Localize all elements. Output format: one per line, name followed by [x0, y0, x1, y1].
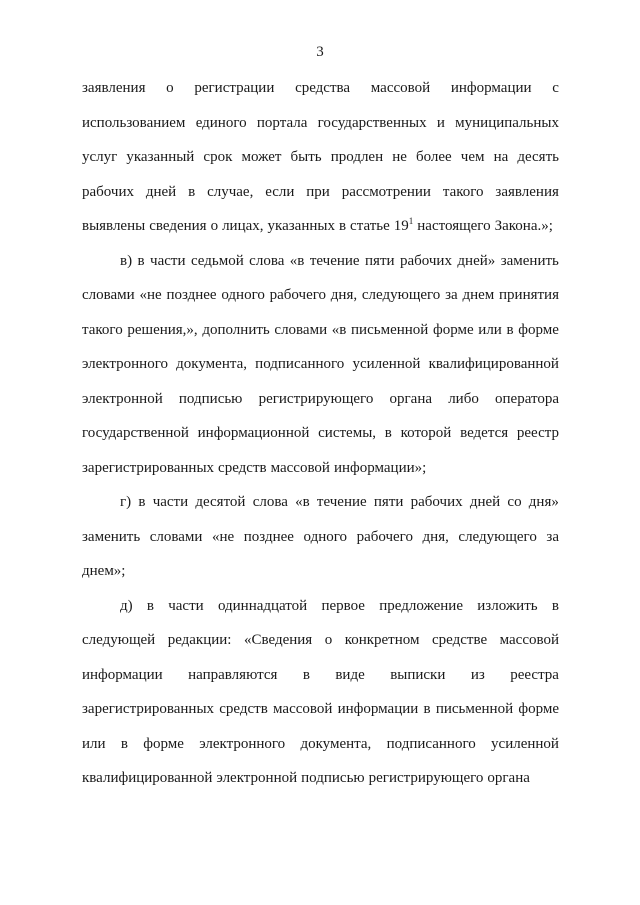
text-line: или в форме электронного документа, подписанного усиленной — [82, 735, 559, 752]
text-line: услуг указанный срок может быть продлен не более чем на десять — [82, 149, 559, 165]
paragraph — [82, 492, 559, 596]
text-line: днем»; — [82, 563, 126, 579]
paragraph — [82, 78, 559, 251]
text-line: такого решения,», дополнить словами «в письменной форме или в форме — [82, 321, 559, 338]
paragraph — [82, 596, 559, 803]
text-line: рабочих дней в случае, если при рассмотрении такого заявления — [82, 183, 559, 200]
text-line: квалифицированной электронной подписью регистрирующего органа — [82, 770, 530, 786]
text-line: электронной подписью регистрирующего органа либо оператора — [82, 390, 559, 407]
text-line: использованием единого портала государственных и муниципальных — [82, 114, 559, 131]
text-line: электронного документа, подписанного усиленной квалифицированной — [82, 356, 559, 372]
text-line: словами «не позднее одного рабочего дня, следующего за днем принятия — [82, 287, 559, 303]
text-line: заменить словами «не позднее одного рабочего дня, следующего за — [82, 528, 559, 545]
page-number: 3 — [316, 44, 324, 60]
text-line: в) в части седьмой слова «в течение пяти рабочих дней» заменить — [120, 252, 559, 269]
document-body — [82, 78, 559, 803]
text-line: зарегистрированных средств массовой информации в письменной форме — [82, 701, 559, 717]
text-line: информации направляются в виде выписки из реестра — [82, 666, 559, 683]
text-line: государственной информационной системы, в которой ведется реестр — [82, 425, 559, 441]
text-line: заявления о регистрации средства массовой информации с — [82, 80, 559, 96]
text-line: г) в части десятой слова «в течение пяти рабочих дней со дня» — [120, 494, 559, 510]
paragraph — [82, 251, 559, 493]
text-line: следующей редакции: «Сведения о конкретном средстве массовой — [82, 632, 559, 648]
text-line: зарегистрированных средств массовой информации»; — [82, 459, 427, 476]
text-line: д) в части одиннадцатой первое предложение изложить в — [120, 597, 559, 614]
text-line: выявлены сведения о лицах, указанных в статье $19^1$ настоящего Закона.»; — [82, 216, 553, 234]
